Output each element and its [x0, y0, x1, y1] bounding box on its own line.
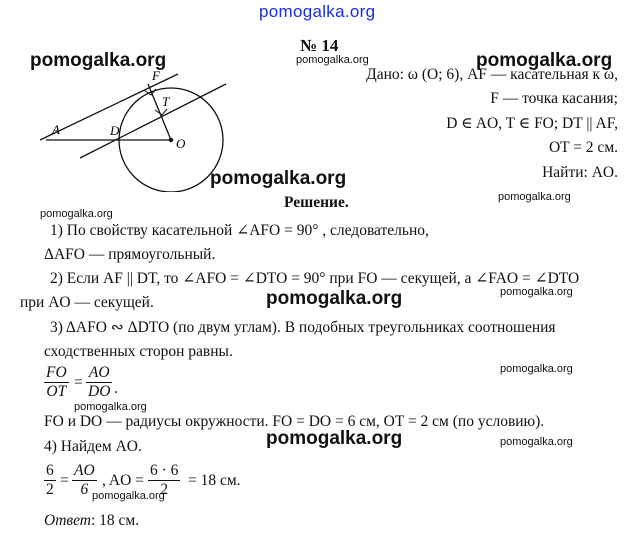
equals-sign: = [74, 374, 83, 391]
ao-equals: , AO = [102, 472, 144, 489]
watermark-small: pomogalka.org [296, 54, 369, 66]
fraction-denominator: DO [88, 383, 111, 400]
watermark-small: pomogalka.org [40, 208, 113, 220]
given-line-4: OT = 2 см. [548, 139, 618, 156]
given-line-2: F — точка касания; [490, 90, 618, 107]
fraction-denominator: 2 [46, 481, 54, 498]
answer-value: : 18 см. [90, 512, 140, 529]
given-line-3: D ∈ AO, T ∈ FO; DT || AF, [446, 115, 618, 132]
step-3a: 3) ΔAFO ∾ ΔDTO (по двум углам). В подобных треугольниках соотношения [50, 319, 556, 336]
task-number: № 14 [300, 36, 339, 55]
fraction-denominator: 6 [72, 480, 97, 499]
label-d: D [110, 123, 120, 138]
watermark-big: pomogalka.org [266, 288, 403, 309]
fraction-denominator: 2 [148, 480, 180, 499]
step-1a: 1) По свойству касательной ∠AFO = 90° , следовательно, [50, 222, 429, 239]
step-2a: 2) Если AF || DT, то ∠AFO = ∠DTO = 90° при FO — секущей, а ∠FAO = ∠DTO [50, 270, 580, 287]
fraction-denominator: OT [44, 382, 69, 401]
label-f: F [152, 68, 160, 83]
period: . [114, 380, 118, 397]
fraction-6-2 [44, 462, 56, 499]
watermark-small: pomogalka.org [74, 401, 147, 413]
watermark-small: pomogalka.org [500, 286, 573, 298]
watermark-small: pomogalka.org [500, 436, 573, 448]
answer-label: Ответ [44, 512, 91, 529]
radii-line: FO и DO — радиусы окружности. FO = DO = 6 см, OT = 2 см (по условию). [44, 413, 545, 430]
answer-line [44, 512, 139, 530]
fraction-numerator: 6 · 6 [150, 462, 179, 479]
find-line: Найти: AO. [542, 164, 618, 181]
fraction-fo-ot [44, 364, 69, 401]
watermark-small: pomogalka.org [500, 363, 573, 375]
watermark-big: pomogalka.org [266, 428, 403, 449]
equals-sign: = [60, 472, 69, 489]
watermark-big: pomogalka.org [210, 168, 347, 189]
label-o: O [176, 136, 186, 151]
given-line-1: Дано: ω (O; 6), AF — касательная к ω, [366, 66, 618, 83]
fraction-numerator: 6 [46, 462, 54, 479]
watermark-big: pomogalka.org [476, 50, 613, 71]
center-point-o [169, 138, 173, 142]
fraction-ao-do [86, 364, 112, 401]
geometry-diagram [30, 62, 240, 192]
watermark-small: pomogalka.org [498, 191, 571, 203]
label-a: A [52, 122, 60, 137]
fraction-numerator: AO [88, 364, 110, 381]
watermark-top: pomogalka.org [259, 2, 376, 21]
step-2b: при AO — секущей. [20, 294, 154, 311]
result-value: = 18 см. [188, 472, 241, 489]
fraction-numerator: FO [46, 364, 67, 381]
radius-fo [148, 84, 171, 140]
fraction-numerator: AO [74, 462, 95, 479]
step-1b: ΔAFO — прямоугольный. [44, 246, 216, 263]
solution-heading: Решение. [284, 194, 349, 211]
step-4: 4) Найдем AO. [44, 438, 142, 455]
label-t: T [162, 94, 170, 109]
step-3b: сходственных сторон равны. [44, 343, 233, 360]
watermark-big: pomogalka.org [30, 50, 167, 71]
watermark-small: pomogalka.org [92, 490, 165, 502]
